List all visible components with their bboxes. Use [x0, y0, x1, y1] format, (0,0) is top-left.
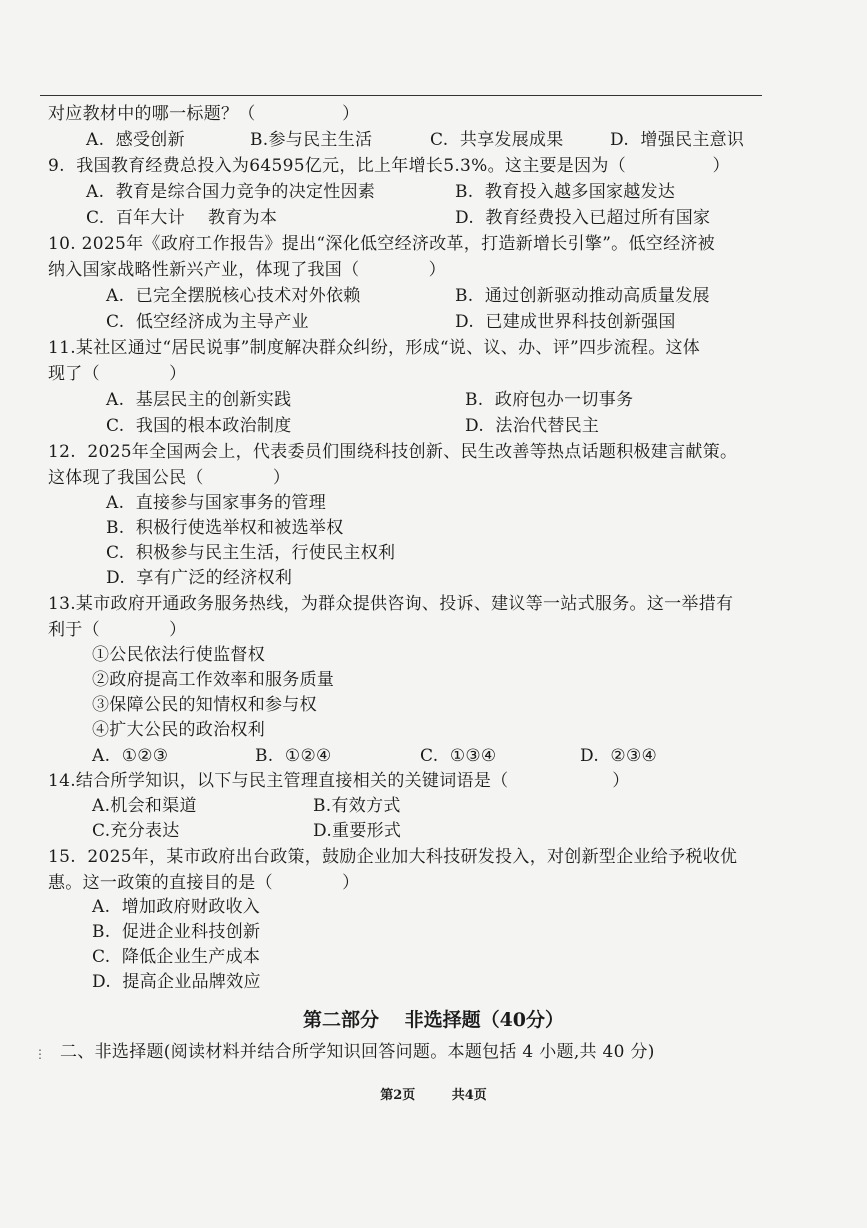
text-line: B. 促进企业科技创新	[92, 922, 261, 942]
margin-mark: ⋮	[34, 1047, 46, 1061]
answer-option: A. 感受创新	[86, 130, 185, 150]
text-line: D. 享有广泛的经济权利	[106, 568, 293, 588]
text-line: ②政府提高工作效率和服务质量	[92, 670, 335, 690]
text-line: 14.结合所学知识，以下与民主管理直接相关的关键词语是（ ）	[48, 771, 630, 791]
answer-option: B. 教育投入越多国家越发达	[455, 182, 676, 202]
answer-option: A. ①②③	[92, 746, 169, 766]
text-line: 二、非选择题(阅读材料并结合所学知识回答问题。本题包括 4 小题,共 40 分)	[60, 1042, 655, 1062]
text-line: 对应教材中的哪一标题？（ ）	[48, 104, 360, 124]
text-line: ①公民依法行使监督权	[92, 645, 265, 665]
answer-option: C. 我国的根本政治制度	[106, 416, 292, 436]
answer-option: B.有效方式	[313, 796, 401, 816]
text-line: 11.某社区通过“居民说事”制度解决群众纠纷，形成“说、议、办、评”四步流程。这体	[48, 338, 701, 358]
answer-option: C. 低空经济成为主导产业	[106, 312, 309, 332]
text-line: C. 降低企业生产成本	[92, 947, 261, 967]
text-line: 9. 我国教育经费总投入为64595亿元，比上年增长5.3%。这主要是因为（ ）	[48, 156, 730, 176]
answer-option: B. 通过创新驱动推动高质量发展	[455, 286, 710, 306]
answer-option: D. 教育经费投入已超过所有国家	[455, 208, 711, 228]
text-line: 现了（ ）	[48, 364, 187, 384]
text-line: 利于（ ）	[48, 620, 187, 640]
page-total: 共4页	[451, 1088, 487, 1103]
answer-option: B.参与民主生活	[250, 130, 373, 150]
text-line: 纳入国家战略性新兴产业，体现了我国（ ）	[48, 260, 446, 280]
text-line: A. 直接参与国家事务的管理	[106, 493, 326, 513]
answer-option: A.机会和渠道	[92, 796, 197, 816]
answer-option: C. 百年大计 教育为本	[86, 208, 278, 228]
text-line: C. 积极参与民主生活，行使民主权利	[106, 543, 396, 563]
answer-option: C. 共享发展成果	[430, 130, 564, 150]
answer-option: B. ①②④	[255, 746, 332, 766]
answer-option: D. 已建成世界科技创新强国	[455, 312, 676, 332]
text-line: 惠。这一政策的直接目的是（ ）	[48, 873, 360, 893]
answer-option: A. 基层民主的创新实践	[106, 390, 292, 410]
header-rule	[40, 95, 762, 96]
answer-option: A. 已完全摆脱核心技术对外依赖	[106, 286, 361, 306]
text-line: B. 积极行使选举权和被选举权	[106, 518, 344, 538]
text-line: A. 增加政府财政收入	[92, 897, 261, 917]
answer-option: D. ②③④	[580, 746, 658, 766]
answer-option: D.重要形式	[313, 821, 402, 841]
text-line: ③保障公民的知情权和参与权	[92, 695, 317, 715]
answer-option: D. 法治代替民主	[465, 416, 600, 436]
answer-option: C. ①③④	[420, 746, 497, 766]
page-number: 第2页	[380, 1088, 416, 1103]
text-line: 这体现了我国公民（ ）	[48, 468, 291, 488]
text-line: 12. 2025年全国两会上，代表委员们围绕科技创新、民生改善等热点话题积极建言献策。	[48, 442, 738, 462]
section-title: 第二部分 非选择题（40分）	[302, 1009, 565, 1031]
text-line: D. 提高企业品牌效应	[92, 972, 261, 992]
answer-option: D. 增强民主意识	[610, 130, 745, 150]
page-footer	[0, 1084, 867, 1103]
answer-option: C.充分表达	[92, 821, 180, 841]
text-line: 10. 2025年《政府工作报告》提出“深化低空经济改革，打造新增长引擎”。低空经济被	[48, 234, 715, 254]
text-line: 13.某市政府开通政务服务热线，为群众提供咨询、投诉、建议等一站式服务。这一举措有	[48, 594, 734, 614]
answer-option: A. 教育是综合国力竞争的决定性因素	[86, 182, 376, 202]
answer-option: B. 政府包办一切事务	[465, 390, 634, 410]
text-line: 15. 2025年，某市政府出台政策，鼓励企业加大科技研发投入，对创新型企业给予税收优	[48, 847, 738, 867]
text-line: ④扩大公民的政治权利	[92, 720, 265, 740]
